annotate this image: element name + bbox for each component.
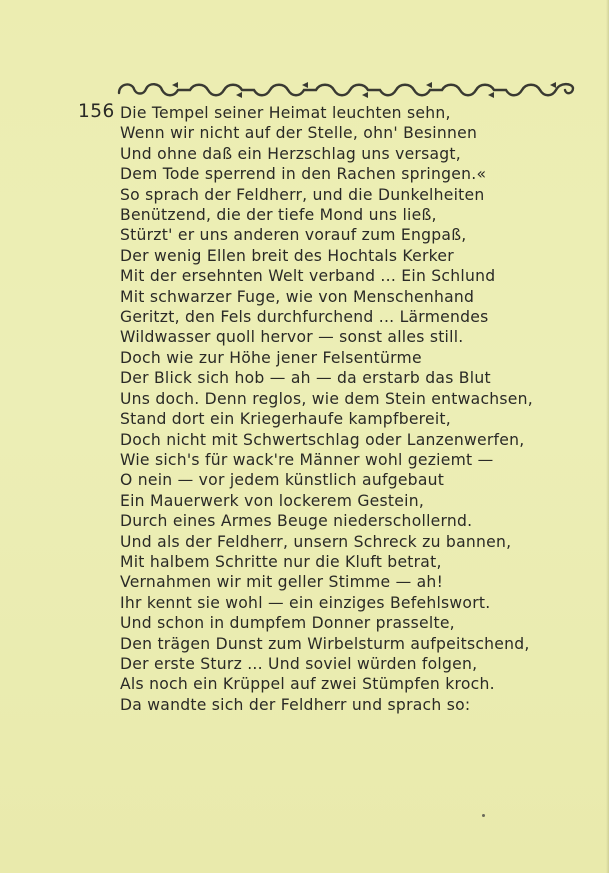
- page-edge: [609, 0, 616, 873]
- poem-line: Doch nicht mit Schwertschlag oder Lanzenwerfen,: [120, 430, 525, 449]
- poem-line: Und schon in dumpfem Donner prasselte,: [120, 614, 455, 633]
- poem-text: [120, 103, 600, 715]
- poem-line: Da wandte sich der Feldherr und sprach so:: [120, 695, 471, 714]
- poem-line: Der Blick sich hob — ah — da erstarb das Blut: [120, 369, 491, 388]
- poem-line: Der wenig Ellen breit des Hochtals Kerker: [120, 246, 454, 265]
- poem-line: Dem Tode sperrend in den Rachen springen.«: [120, 165, 487, 184]
- poem-line: Geritzt, den Fels durchfurchend ... Lärmendes: [120, 308, 489, 327]
- poem-line: Der erste Sturz ... Und soviel würden folgen,: [120, 654, 478, 673]
- poem-line: Vernahmen wir mit geller Stimme — ah!: [120, 573, 444, 592]
- poem-line: Mit der ersehnten Welt verband ... Ein Schlund: [120, 267, 496, 286]
- poem-line: Den trägen Dunst zum Wirbelsturm aufpeitschend,: [120, 634, 530, 653]
- poem-line: Als noch ein Krüppel auf zwei Stümpfen kroch.: [120, 675, 495, 694]
- poem-line: Ein Mauerwerk von lockerem Gestein,: [120, 491, 425, 510]
- poem-line: So sprach der Feldherr, und die Dunkelheiten: [120, 185, 485, 204]
- poem-line: Ihr kennt sie wohl — ein einziges Befehlswort.: [120, 593, 491, 612]
- poem-line: Mit schwarzer Fuge, wie von Menschenhand: [120, 287, 475, 306]
- poem-line: Die Tempel seiner Heimat leuchten sehn,: [120, 104, 451, 122]
- poem-line: Wildwasser quoll hervor — sonst alles still.: [120, 328, 464, 347]
- poem-line: Uns doch. Denn reglos, wie dem Stein entwachsen,: [120, 389, 533, 408]
- poem-line: Durch eines Armes Beuge niederschollernd.: [120, 512, 473, 531]
- poem-line: Stand dort ein Kriegerhaufe kampfbereit,: [120, 410, 451, 429]
- poem-line: Wenn wir nicht auf der Stelle, ohn' Besinnen: [120, 124, 478, 143]
- poem-line: Stürzt' er uns anderen vorauf zum Engpaß,: [120, 226, 467, 245]
- poem-line: O nein — vor jedem künstlich aufgebaut: [120, 471, 445, 490]
- poem-line: Doch wie zur Höhe jener Felsentürme: [120, 348, 422, 367]
- decorative-band-ornament: [116, 79, 576, 101]
- poem-line: Und als der Feldherr, unsern Schreck zu bannen,: [120, 532, 512, 551]
- paper-speck: [482, 814, 485, 817]
- page-number: 156: [78, 101, 115, 122]
- poem-line: Benützend, die der tiefe Mond uns ließ,: [120, 206, 437, 225]
- poem-line: Mit halbem Schritte nur die Kluft betrat,: [120, 552, 442, 571]
- poem-line: Wie sich's für wack're Männer wohl geziemt —: [120, 450, 494, 469]
- poem-line: Und ohne daß ein Herzschlag uns versagt,: [120, 144, 461, 163]
